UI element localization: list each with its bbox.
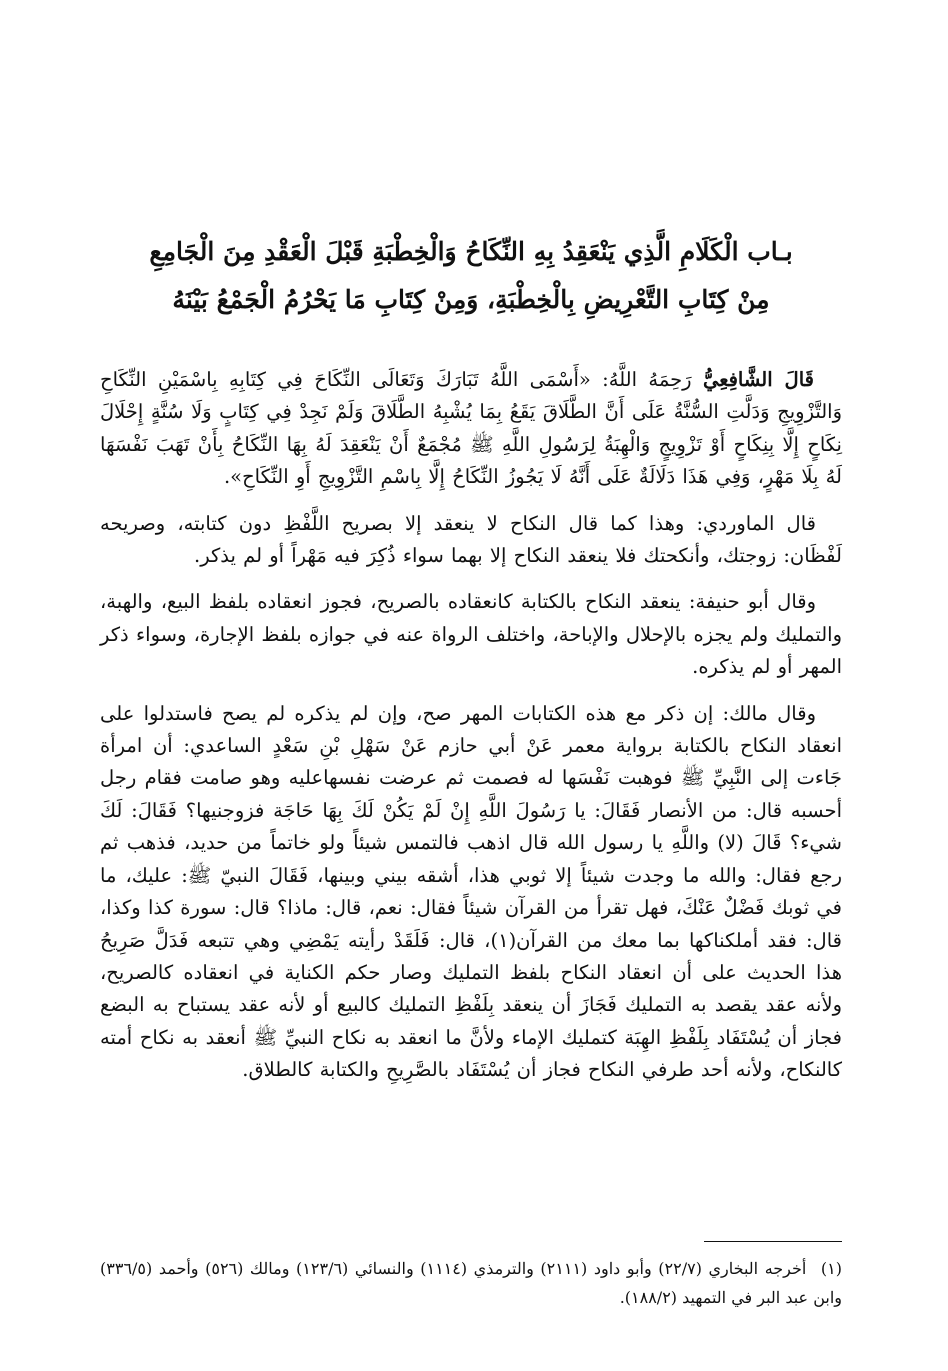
page-content	[100, 228, 842, 1101]
chapter-heading	[100, 228, 842, 324]
paragraph-shafii-text: رَحِمَهُ اللَّهُ: «أَسْمَى اللَّهُ تَبَارَكَ وَتَعَالَى النِّكَاحَ فِي كِتَابِهِ بِاسْمَيْنِ النِّكَاحِ وَالتَّزْوِيجِ وَدَلَّتِ السُّنَّةُ عَلَى أَنَّ الطَّلَاقَ يَقَعُ بِمَا يُشْبِهُ الطَّلَاقَ وَلَمْ نَجِدْ فِي كِتَابٍ وَلَا سُنَّةٍ إِحْلَالَ نِكَاحٍ إِلَّا بِنِكَاحٍ أَوْ تَزْوِيجٍ وَالْهِبَةُ لِرَسُولِ اللَّهِ ﷺ مُجْمَعٌ أَنْ يَنْعَقِدَ لَهُ بِهَا النِّكَاحُ بِأَنْ تَهَبَ نَفْسَهَا لَهُ بِلَا مَهْرٍ، وَفِي هَذَا دَلَالَةٌ عَلَى أَنَّهُ لَا يَجُوزُ النِّكَاحُ إِلَّا بِاسْمِ التَّزْوِيجِ أَوِ النِّكَاحِ».	[100, 368, 842, 489]
speaker-shafii: قَالَ الشَّافِعِيُّ	[702, 368, 814, 391]
footnote-number: (١)	[820, 1259, 842, 1278]
paragraph-malik: وقال مالك: إن ذكر مع هذه الكتابات المهر صح، وإن لم يذكره لم يصح فاستدلوا على انعقاد النكاح بالكتابة برواية معمر عَنْ أبي حازم عَنْ سَهْلِ بْنِ سَعْدٍ الساعدي: أن امرأة جَاءت إلى النَّبِيِّ ﷺ فوهبت نَفْسَها له فصمت ثم عرضت نفسهاعليه وهو صامت فقام رجل أحسبه قال: من الأنصار فَقَالَ: يا رَسُولَ اللَّهِ إِنْ لَمْ يَكُنْ لَكَ بِهَا حَاجَة فزوجنيها؟ فَقَالَ: لَكَ شيء؟ قَالَ (لا) واللَّهِ يا رسول الله قال اذهب فالتمس شيئاً ولو خاتماً من حديد، فذهب ثم رجع فقال: والله ما وجدت شيئاً إلا ثوبي هذا، أشقه بيني وبينها، فَقَالَ النبيّ ﷺ: عليك، ما في ثوبك فَضْلٌ عَنْكَ، فهل تقرأ من القرآن شيئاً فقال: نعم، قال: ماذا؟ قال: سورة كذا وكذا، قال: فقد أملكناكها بما معك من القرآن(١)، قال: فَلَقَدْ رأيته يَمْضِي وهي تتبعه فَدَلَّ صَرِيحُ هذا الحديث على أن انعقاد النكاح بلفظ التمليك وصار حكم الكناية في انعقاده كالصريح، ولأنه عقد يقصد به التمليك فَجَازَ أن ينعقد بِلَفْظِ التمليك كالبيع أو لأنه عقد يستباح به البضع فجاز أن يُسْتَفَاد بِلَفْظِ الهِبَة كتمليك الإماء ولأنَّ ما انعقد به نكاح النبيِّ ﷺ أنعقد به نكاح أمته كالنكاح، ولأنه أحد طرفي النكاح فجاز أن يُسْتَفَاد بالصَّرِيحِ والكتابة كالطلاق.	[100, 701, 842, 1082]
chapter-heading-line-2: مِنْ كِتَابِ التَّعْرِيضِ بِالْخِطْبَةِ، وَمِنْ كِتَابِ مَا يَحْرُمُ الْجَمْعُ بَيْنَهُ	[172, 285, 770, 314]
chapter-heading-line-1: بـاب الْكَلَامِ الَّذِي يَنْعَقِدُ بِهِ النِّكَاحُ وَالْخِطْبَةِ قَبْلَ الْعَقْدِ مِنَ الْجَامِعِ	[149, 237, 793, 266]
paragraph-abu-hanifa: وقال أبو حنيفة: ينعقد النكاح بالكتابة كانعقاده بالصريح، فجوز انعقاده بلفظ البيع، والهبة، والتمليك ولم يجزه بالإحلال والإباحة، واختلف الرواة عنه في جوازه بلفظ الإجارة، وسواء ذكر المهر أو لم يذكره.	[100, 590, 842, 679]
footnote-text: أخرجه البخاري (٢٢/٧) وأبو داود (٢١١١) والترمذي (١١١٤) والنسائي (١٢٣/٦) ومالك (٥٢٦) وأحمد (٣٣٦/٥) وابن عبد البر في التمهيد (١٨٨/٢).	[100, 1259, 842, 1307]
paragraph-shafii	[100, 364, 842, 494]
footnotes	[100, 1254, 842, 1312]
paragraph-mawardi: قال الماوردي: وهذا كما قال النكاح لا ينعقد إلا بصريح اللَّفْظِ دون كتابته، وصريحه لَفْظَان: زوجتك، وأنكحتك فلا ينعقد النكاح إلا بهما سواء ذُكِرَ فيه مَهْراً أو لم يذكر.	[100, 511, 842, 568]
footnote-separator	[704, 1241, 842, 1242]
